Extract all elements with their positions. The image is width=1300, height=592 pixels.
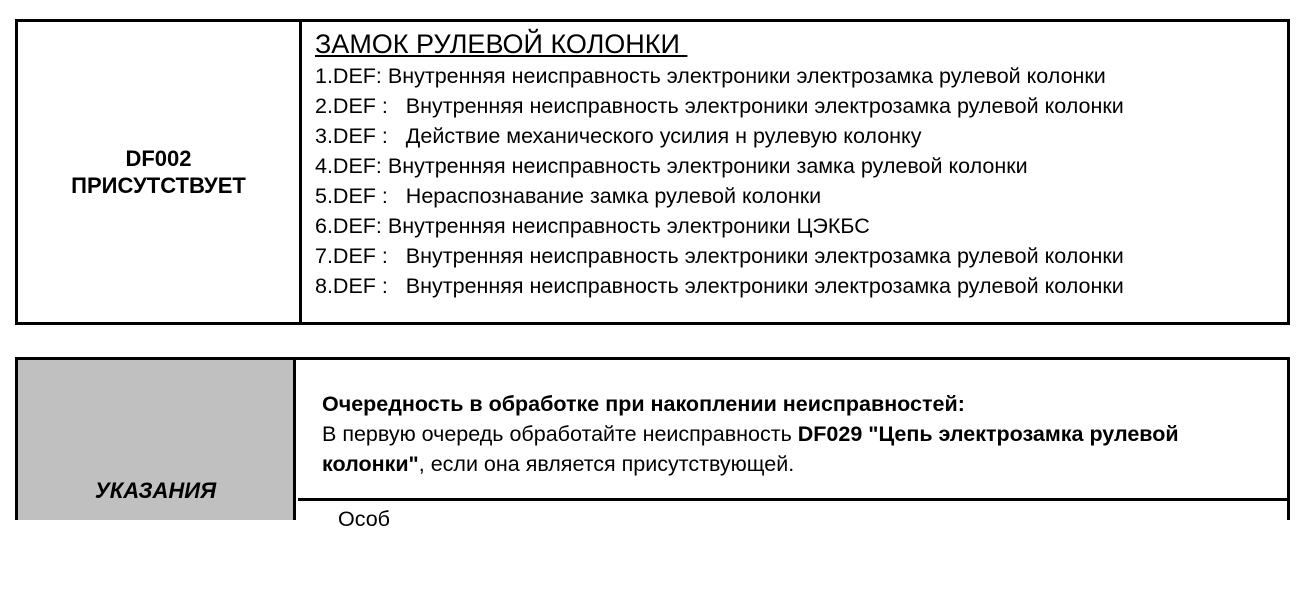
notes-heading: Очередность в обработке при накоплении неисправностей: xyxy=(322,392,965,416)
notes-text-prefix: В первую очередь обработайте неисправность xyxy=(322,422,798,446)
notes-row-divider xyxy=(298,498,1290,501)
fault-line-4: 4.DEF: Внутренняя неисправность электроники замка рулевой колонки xyxy=(315,154,1028,178)
fault-line-3: 3.DEF : Действие механического усилия н рулевую колонку xyxy=(315,124,922,148)
notes-label: УКАЗАНИЯ xyxy=(94,478,217,503)
notes-cut-off-text: Особ xyxy=(338,507,390,531)
notes-text xyxy=(322,419,1262,479)
fault-status: ПРИСУТСТВУЕТ xyxy=(71,173,246,198)
fault-status-cell xyxy=(18,22,302,322)
fault-table xyxy=(15,19,1290,325)
fault-title: ЗАМОК РУЛЕВОЙ КОЛОНКИ xyxy=(315,29,688,59)
fault-line-1: 1.DEF: Внутренняя неисправность электроники электрозамка рулевой колонки xyxy=(315,64,1106,88)
notes-table xyxy=(15,357,1290,531)
notes-priority-cell xyxy=(322,389,1262,479)
notes-label-cell xyxy=(15,360,296,520)
notes-table-right-border xyxy=(1287,360,1290,520)
notes-text-fault-ref: DF029 "Цепь электрозамка рулевой колонки" xyxy=(322,422,1179,476)
fault-line-2: 2.DEF : Внутренняя неисправность электроники электрозамка рулевой колонки xyxy=(315,94,1124,118)
fault-description-cell xyxy=(315,27,1287,301)
notes-text-suffix: , если она является присутствующей. xyxy=(418,452,795,476)
fault-line-6: 6.DEF: Внутренняя неисправность электроники ЦЭКБС xyxy=(315,214,870,238)
fault-line-8: 8.DEF : Внутренняя неисправность электроники электрозамка рулевой колонки xyxy=(315,274,1124,298)
fault-line-5: 5.DEF : Нераспознавание замка рулевой колонки xyxy=(315,184,822,208)
fault-line-7: 7.DEF : Внутренняя неисправность электроники электрозамка рулевой колонки xyxy=(315,244,1124,268)
fault-code: DF002 xyxy=(125,146,192,171)
